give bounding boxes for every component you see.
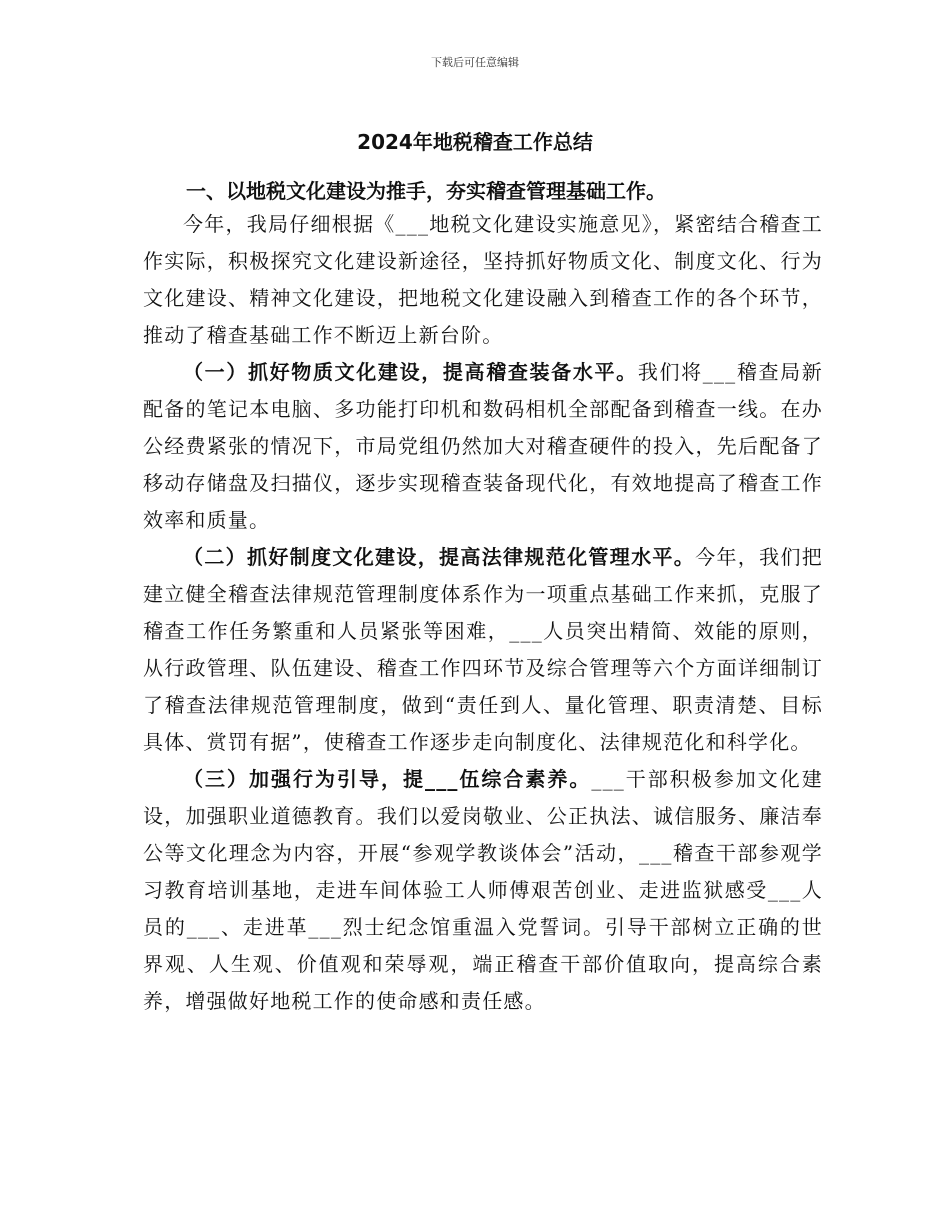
- paragraph-lead: （三）加强行为引导，提___伍综合素养。: [183, 767, 592, 791]
- header-note: 下载后可任意编辑: [431, 56, 519, 69]
- paragraph-lead: （一）抓好物质文化建设，提高稽查装备水平。: [183, 360, 638, 384]
- paragraph: [143, 206, 823, 354]
- paragraph: [143, 761, 823, 1020]
- paragraph-text: 今年，我们把建立健全稽查法律规范管理制度体系作为一项重点基础工作来抓，克服了稽查工作任务繁重和人员紧张等困难，___人员突出精简、效能的原则，从行政管理、队伍建设、稽查工作四环节及综合管理等六个方面详细制订了稽查法律规范管理制度，做到“责任到人、量化管理、职责清楚、目标具体、赏罚有据”，使稽查工作逐步走向制度化、法律规范化和科学化。: [143, 545, 823, 754]
- paragraph: [143, 354, 823, 539]
- document-title: 2024年地税稽查工作总结: [357, 130, 593, 154]
- paragraph: [143, 539, 823, 761]
- paragraph-text: 今年，我局仔细根据《___地税文化建设实施意见》，紧密结合稽查工作实际，积极探究文化建设新途径，坚持抓好物质文化、制度文化、行为文化建设、精神文化建设，把地税文化建设融入到稽查工作的各个环节，推动了稽查基础工作不断迈上新台阶。: [143, 212, 823, 347]
- paragraph-text: 我们将___稽查局新配备的笔记本电脑、多功能打印机和数码相机全部配备到稽查一线。在办公经费紧张的情况下，市局党组仍然加大对稽查硬件的投入，先后配备了移动存储盘及扫描仪，逐步实现稽查装备现代化，有效地提高了稽查工作效率和质量。: [143, 360, 824, 532]
- paragraph-lead: （二）抓好制度文化建设，提高法律规范化管理水平。: [183, 545, 696, 569]
- section-heading: 一、以地税文化建设为推手，夯实稽查管理基础工作。: [186, 179, 666, 203]
- document-body: [143, 206, 823, 1020]
- paragraph-text: ___干部积极参加文化建设，加强职业道德教育。我们以爱岗敬业、公正执法、诚信服务、廉洁奉公等文化理念为内容，开展“参观学教谈体会”活动，___稽查干部参观学习教育培训基地，走进车间体验工人师傅艰苦创业、走进监狱感受___人员的___、走进革___烈士纪念馆重温入党誓词。引导干部树立正确的世界观、人生观、价值观和荣辱观，端正稽查干部价值取向，提高综合素养，增强做好地税工作的使命感和责任感。: [143, 767, 824, 1013]
